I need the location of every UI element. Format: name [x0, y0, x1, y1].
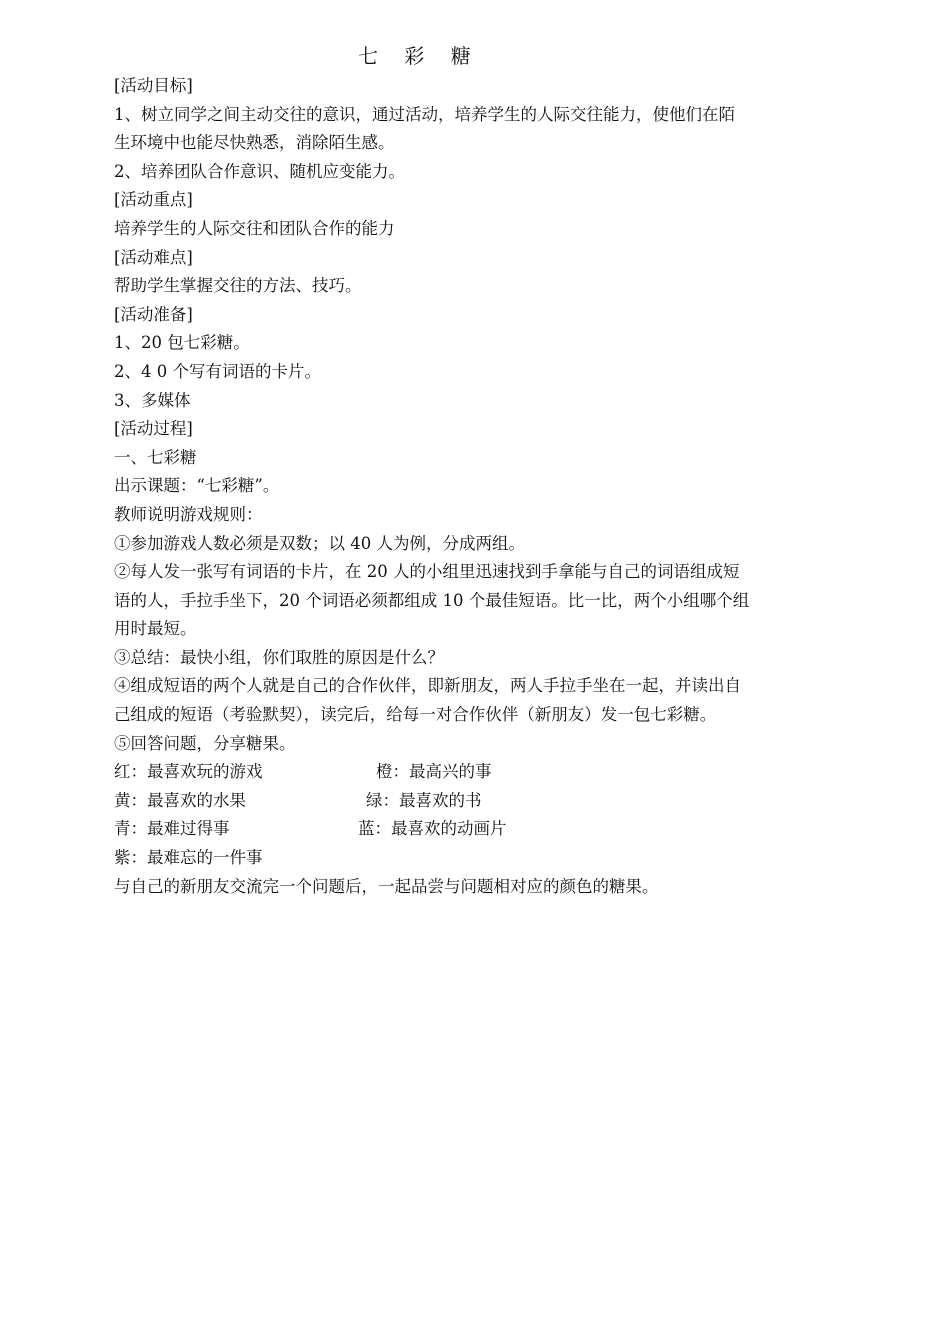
process-rules-intro: 教师说明游戏规则： — [114, 504, 263, 524]
color-question-left: 紫：最难忘的一件事 — [114, 848, 263, 868]
color-question-right: 蓝：最喜欢的动画片 — [358, 819, 507, 839]
color-question-row — [114, 758, 844, 787]
preparation-item-2: 2、4 0 个写有词语的卡片。 — [114, 361, 321, 381]
section-heading-goals: [活动目标] — [114, 76, 193, 95]
difficulties-text: 帮助学生掌握交往的方法、技巧。 — [114, 276, 362, 296]
rule-2-line-1: ②每人发一张写有词语的卡片，在 20 人的小组里迅速找到手拿能与自己的词语组成短 — [114, 562, 740, 582]
rule-3: ③总结：最快小组，你们取胜的原因是什么？ — [114, 647, 444, 667]
document-title: 七 彩 糖 — [358, 44, 481, 68]
color-question-left: 黄：最喜欢的水果 — [114, 790, 246, 810]
goal-1-line-2: 生环境中也能尽快熟悉，消除陌生感。 — [114, 133, 395, 153]
process-subsection-1: 一、七彩糖 — [114, 447, 197, 467]
rule-2-line-3: 用时最短。 — [114, 619, 197, 639]
color-question-right: 绿：最喜欢的书 — [366, 790, 482, 810]
preparation-item-1: 1、20 包七彩糖。 — [114, 333, 250, 353]
color-question-right: 橙：最高兴的事 — [376, 762, 492, 782]
goal-1-line-1: 1、树立同学之间主动交往的意识，通过活动，培养学生的人际交往能力，使他们在陌 — [114, 104, 735, 124]
section-heading-preparation: [活动准备] — [114, 304, 193, 324]
color-question-row — [114, 787, 844, 816]
goal-2: 2、培养团队合作意识、随机应变能力。 — [114, 161, 405, 181]
preparation-item-3: 3、多媒体 — [114, 390, 191, 410]
section-heading-process: [活动过程] — [114, 419, 193, 439]
document-body — [114, 72, 844, 901]
section-heading-key-points: [活动重点] — [114, 190, 193, 210]
rule-4-line-2: 己组成的短语（考验默契），读完后，给每一对合作伙伴（新朋友）发一包七彩糖。 — [114, 705, 717, 725]
section-heading-difficulties: [活动难点] — [114, 247, 193, 267]
closing-text: 与自己的新朋友交流完一个问题后，一起品尝与问题相对应的颜色的糖果。 — [114, 876, 659, 896]
process-topic: 出示课题：“七彩糖”。 — [114, 476, 280, 496]
rule-1: ①参加游戏人数必须是双数；以 40 人为例，分成两组。 — [114, 533, 525, 553]
color-question-left: 青：最难过得事 — [114, 819, 230, 839]
color-question-row — [114, 844, 844, 873]
rule-4-line-1: ④组成短语的两个人就是自己的合作伙伴，即新朋友，两人手拉手坐在一起，并读出自 — [114, 676, 741, 696]
color-question-left: 红：最喜欢玩的游戏 — [114, 762, 263, 782]
color-question-row — [114, 815, 844, 844]
rule-5: ⑤回答问题，分享糖果。 — [114, 733, 296, 753]
key-points-text: 培养学生的人际交往和团队合作的能力 — [114, 218, 395, 238]
rule-2-line-2: 语的人，手拉手坐下，20 个词语必须都组成 10 个最佳短语。比一比，两个小组哪个组 — [114, 590, 750, 610]
